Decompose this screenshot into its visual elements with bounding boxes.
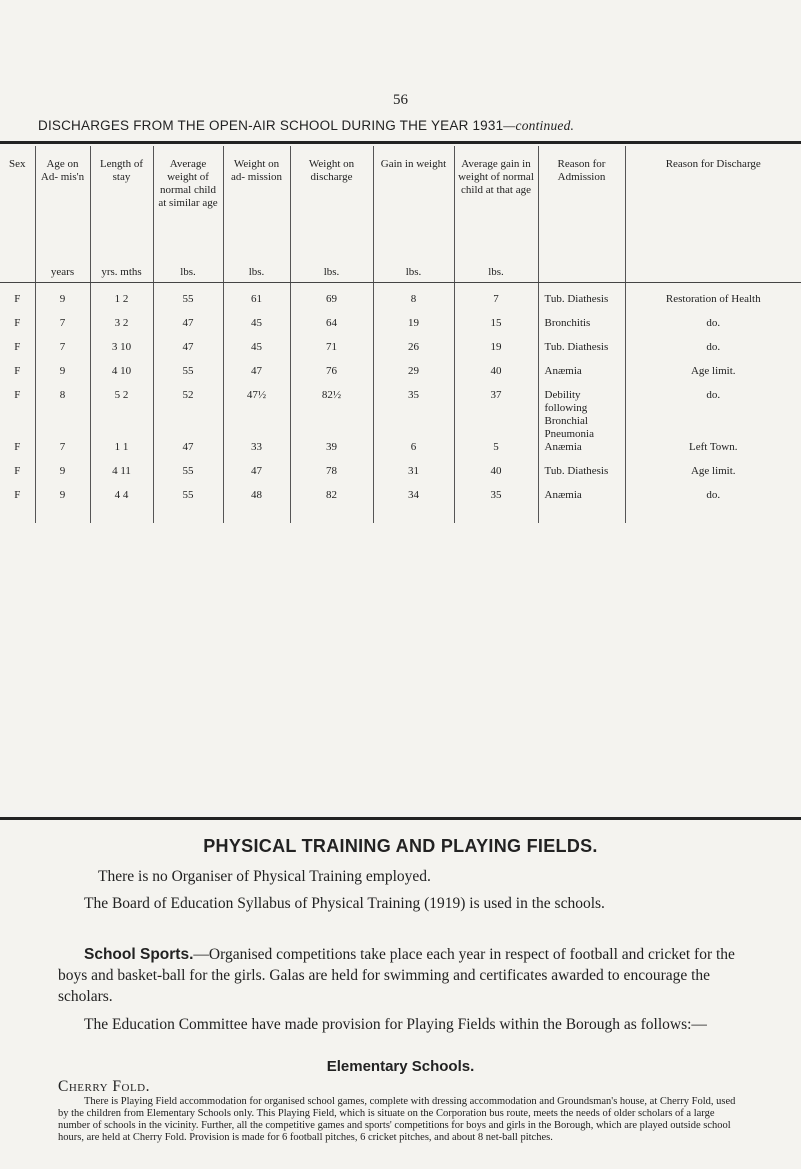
table-cell: Tub. Diathesis — [538, 283, 625, 318]
table-cell: 26 — [373, 341, 454, 365]
table-cell: 37 — [454, 389, 538, 441]
table-cell: 29 — [373, 365, 454, 389]
column-header: Reason for Discharge — [625, 146, 801, 283]
column-header: Average weight of normal child at similar age lbs. — [153, 146, 223, 283]
table-cell: 47 — [153, 341, 223, 365]
table-row — [0, 283, 801, 318]
table-cell: 7 — [35, 441, 90, 465]
paragraph-playing-fields: The Education Committee have made provision for Playing Fields within the Borough as follows:— — [84, 1016, 707, 1033]
discharges-table — [0, 146, 801, 523]
table-cell: Anæmia — [538, 441, 625, 465]
paragraph-organiser: There is no Organiser of Physical Training employed. — [98, 868, 431, 885]
column-header: Average gain in weight of normal child at that age lbs. — [454, 146, 538, 283]
table-heading-continued: —continued. — [503, 118, 575, 133]
table-top-rule — [0, 141, 801, 144]
table-cell: F — [14, 441, 21, 453]
table-cell: 40 — [454, 465, 538, 489]
page-number: 56 — [393, 92, 408, 108]
table-cell: 3 10 — [90, 341, 153, 365]
table-cell: 47 — [153, 441, 223, 465]
table-heading — [38, 118, 798, 134]
table-cell: 55 — [153, 489, 223, 523]
table-cell: Debility following Bronchial Pneumonia — [538, 389, 625, 441]
table-row — [0, 341, 801, 365]
table-cell: Age limit. — [625, 465, 801, 489]
table-cell: 61 — [223, 283, 290, 318]
table-cell: do. — [625, 489, 801, 523]
column-header: Weight on ad- mission lbs. — [223, 146, 290, 283]
table-cell: 4 4 — [90, 489, 153, 523]
table-cell: F — [14, 465, 21, 477]
table-cell: 40 — [454, 365, 538, 389]
table-cell: 8 — [35, 389, 90, 441]
table-cell: 35 — [373, 389, 454, 441]
table-cell: Restoration of Health — [625, 283, 801, 318]
section-heading: PHYSICAL TRAINING AND PLAYING FIELDS. — [203, 836, 598, 856]
table-row — [0, 317, 801, 341]
table-cell: 39 — [290, 441, 373, 465]
table-cell: 55 — [153, 283, 223, 318]
table-cell: Anæmia — [538, 365, 625, 389]
column-header: Age on Ad- mis'n years — [35, 146, 90, 283]
table-cell: F — [14, 317, 21, 329]
table-cell: 52 — [153, 389, 223, 441]
table-cell: 9 — [35, 365, 90, 389]
paragraph-syllabus: The Board of Education Syllabus of Physical Training (1919) is used in the schools. — [84, 895, 605, 912]
table-row — [0, 465, 801, 489]
table-cell: 47 — [153, 317, 223, 341]
table-cell: 76 — [290, 365, 373, 389]
table-cell: 4 11 — [90, 465, 153, 489]
table-cell: 4 10 — [90, 365, 153, 389]
table-cell: Anæmia — [538, 489, 625, 523]
table-cell: 5 — [454, 441, 538, 465]
table-cell: 34 — [373, 489, 454, 523]
table-row — [0, 365, 801, 389]
table-cell: F — [14, 389, 21, 401]
table-heading-title: DISCHARGES FROM THE OPEN-AIR SCHOOL DURING THE YEAR 1931 — [38, 118, 504, 133]
table-cell: 33 — [223, 441, 290, 465]
table-cell: 47½ — [223, 389, 290, 441]
table-cell: 1 2 — [90, 283, 153, 318]
table-cell: Tub. Diathesis — [538, 465, 625, 489]
table-cell: 9 — [35, 489, 90, 523]
table-cell: 6 — [373, 441, 454, 465]
table-row — [0, 389, 801, 441]
column-header: Sex — [0, 146, 35, 283]
table-cell: 8 — [373, 283, 454, 318]
table-cell: 78 — [290, 465, 373, 489]
table-cell: 71 — [290, 341, 373, 365]
table-cell: F — [14, 293, 21, 305]
table-cell: 7 — [454, 283, 538, 318]
column-header: Gain in weight lbs. — [373, 146, 454, 283]
table-cell: 31 — [373, 465, 454, 489]
table-bottom-rule — [0, 817, 801, 820]
table-cell: 47 — [223, 465, 290, 489]
table-cell: 19 — [373, 317, 454, 341]
table-cell: do. — [625, 389, 801, 441]
table-cell: 9 — [35, 465, 90, 489]
table-row — [0, 489, 801, 523]
table-cell: F — [14, 365, 21, 377]
table-cell: 45 — [223, 341, 290, 365]
table-cell: Tub. Diathesis — [538, 341, 625, 365]
table-cell: 1 1 — [90, 441, 153, 465]
table-cell: 69 — [290, 283, 373, 318]
school-sports-heading: School Sports. — [84, 946, 194, 963]
paragraph-school-sports — [58, 944, 748, 1007]
table-cell: 55 — [153, 465, 223, 489]
table-cell: 48 — [223, 489, 290, 523]
table-cell: 82½ — [290, 389, 373, 441]
table-cell: 55 — [153, 365, 223, 389]
table-cell: Age limit. — [625, 365, 801, 389]
school-sports-text: —Organised competitions take place each year in respect of football and cricket for the boys and basket-ball for the girls. Galas are held for swimming and certificates awarded to encourage the scholars. — [58, 946, 735, 1005]
table-cell: 19 — [454, 341, 538, 365]
subheading-elementary-schools: Elementary Schools. — [326, 1058, 475, 1075]
column-header: Length of stay yrs. mths — [90, 146, 153, 283]
subheading-cherry-fold: Cherry Fold. — [58, 1078, 150, 1095]
table-cell: 64 — [290, 317, 373, 341]
table-header-row — [0, 146, 801, 283]
table-row — [0, 441, 801, 465]
paragraph-cherry-fold: There is Playing Field accommodation for organised school games, complete with dressing accommodation and Groundsman's house, at Cherry Fold, used by the children from Elementary Schools only. This Playing Field, which is situate on the Corporation bus route, meets the needs of older scholars of a large number of schools in the vicinity. Further, all the competitive games and sports' competitions for boys and girls in the Borough, which are played outside school hours, are held at Cherry Fold. Provision is made for 6 football pitches, 6 cricket pitches, and about 8 net-ball pitches. — [58, 1096, 736, 1143]
table-cell: 35 — [454, 489, 538, 523]
table-cell: 15 — [454, 317, 538, 341]
table-cell: 7 — [35, 317, 90, 341]
table-cell: F — [14, 341, 21, 353]
table-cell: 3 2 — [90, 317, 153, 341]
column-header: Weight on discharge lbs. — [290, 146, 373, 283]
table-cell: Left Town. — [625, 441, 801, 465]
table-cell: 82 — [290, 489, 373, 523]
table-cell: 7 — [35, 341, 90, 365]
table-cell: F — [14, 489, 21, 501]
table-cell: Bronchitis — [538, 317, 625, 341]
table-cell: do. — [625, 341, 801, 365]
table-cell: 45 — [223, 317, 290, 341]
table-cell: do. — [625, 317, 801, 341]
column-header: Reason for Admission — [538, 146, 625, 283]
table-cell: 5 2 — [90, 389, 153, 441]
table-cell: 47 — [223, 365, 290, 389]
table-cell: 9 — [35, 283, 90, 318]
